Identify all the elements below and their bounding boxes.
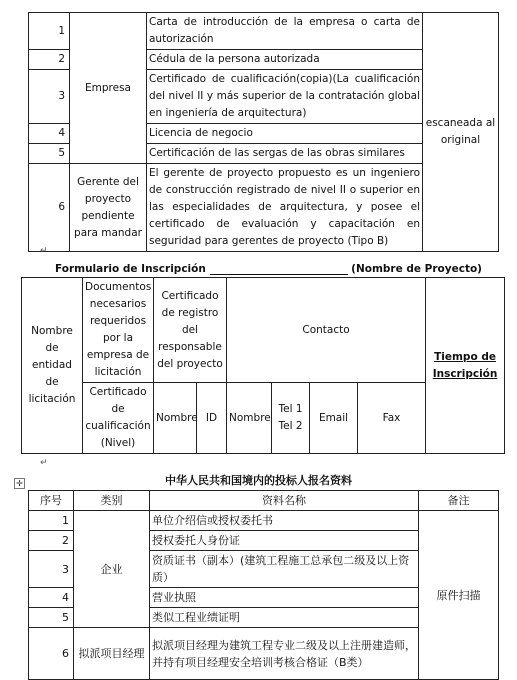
table-row bbox=[29, 13, 499, 50]
registration-cert-header: Certificado de registro del responsable del proyecto bbox=[154, 278, 227, 383]
document-name: Carta de introducción de la empresa o carta de autorización bbox=[147, 13, 423, 50]
document-name: 营业执照 bbox=[150, 588, 419, 608]
category-jingli: 拟派项目经理 bbox=[74, 628, 150, 680]
row-number: 3 bbox=[29, 70, 70, 124]
document-name: 拟派项目经理为建筑工程专业二级及以上注册建造师，并持有项目经理安全培训考核合格证（B类） bbox=[150, 628, 419, 680]
requirements-table-cn bbox=[28, 490, 499, 680]
col-header-category: 类别 bbox=[74, 491, 150, 511]
id-header: ID bbox=[197, 383, 227, 454]
col-header-index: 序号 bbox=[29, 491, 74, 511]
document-name: El gerente de proyecto propuesto es un ingeniero de construcción registrado de nivel II o superior en las especialidades de arquitectura, y posee el certificado de evaluación y capacitación en seguridad para gerentes de proyecto (Tipo B) bbox=[147, 164, 423, 252]
row-number: 6 bbox=[29, 164, 70, 252]
table-cn-title: 中华人民共和国境内的投标人报名资料 bbox=[165, 474, 352, 487]
name-header: Nombre bbox=[154, 383, 197, 454]
document-name: Certificación de las sergas de las obras similares bbox=[147, 144, 423, 164]
form-title-suffix: (Nombre de Proyecto) bbox=[351, 263, 482, 275]
table-header-row bbox=[29, 491, 499, 511]
registration-time-header: Tiempo de Inscripción bbox=[426, 278, 505, 454]
row-number: 4 bbox=[29, 588, 74, 608]
document-name: Licencia de negocio bbox=[147, 124, 423, 144]
row-number: 2 bbox=[29, 50, 70, 70]
requirements-table-es bbox=[28, 12, 499, 252]
document-name: 类似工程业绩证明 bbox=[150, 608, 419, 628]
paragraph-mark: ↵ bbox=[40, 246, 48, 256]
row-number: 4 bbox=[29, 124, 70, 144]
fax-header: Fax bbox=[358, 383, 426, 454]
row-number: 5 bbox=[29, 144, 70, 164]
row-number: 1 bbox=[29, 13, 70, 50]
document-name: Cédula de la persona autorizada bbox=[147, 50, 423, 70]
row-number: 6 bbox=[29, 628, 74, 680]
form-title-line bbox=[55, 263, 495, 275]
remark-text: 原件扫描 bbox=[436, 588, 481, 602]
table-row bbox=[29, 511, 499, 531]
remark-cell bbox=[423, 13, 499, 252]
paragraph-mark: ↵ bbox=[40, 458, 48, 468]
phone-header: Tel 1 Tel 2 bbox=[272, 383, 310, 454]
document-name: 授权委托人身份证 bbox=[150, 531, 419, 551]
table-row bbox=[22, 278, 505, 383]
remark-text: escaneada al original bbox=[425, 117, 496, 146]
remark-cell bbox=[419, 511, 499, 680]
row-number: 3 bbox=[29, 551, 74, 588]
email-header: Email bbox=[310, 383, 358, 454]
row-number: 1 bbox=[29, 511, 74, 531]
row-number: 2 bbox=[29, 531, 74, 551]
contact-name-header: Nombre bbox=[227, 383, 272, 454]
project-name-blank bbox=[210, 263, 348, 275]
contact-header: Contacto bbox=[227, 278, 426, 383]
form-title: Formulario de Inscripción bbox=[55, 263, 206, 275]
col-header-document: 资料名称 bbox=[150, 491, 419, 511]
document-name: 资质证书（副本）(建筑工程施工总承包二级及以上资质） bbox=[150, 551, 419, 588]
category-qiye: 企业 bbox=[74, 511, 150, 628]
move-handle-icon[interactable]: ✛ bbox=[14, 478, 25, 489]
col-header-remark: 备注 bbox=[419, 491, 499, 511]
registration-form-table bbox=[21, 277, 505, 454]
document-name: Certificado de cualificación(copia)(La cualificación del nivel II y más superior de la contratación global en ingeniería de arquitectura) bbox=[147, 70, 423, 124]
qualification-cert-header: Certificado de cualificación (Nivel) bbox=[83, 383, 154, 454]
docs-required-header: Documentos necesarios requeridos por la empresa de licitación bbox=[83, 278, 154, 383]
category-empresa: Empresa bbox=[70, 13, 147, 164]
row-number: 5 bbox=[29, 608, 74, 628]
entity-name-header: Nombre de entidad de licitación bbox=[22, 278, 83, 454]
category-gerente: Gerente del proyecto pendiente para mandar bbox=[70, 164, 147, 252]
document-name: 单位介绍信或授权委托书 bbox=[150, 511, 419, 531]
